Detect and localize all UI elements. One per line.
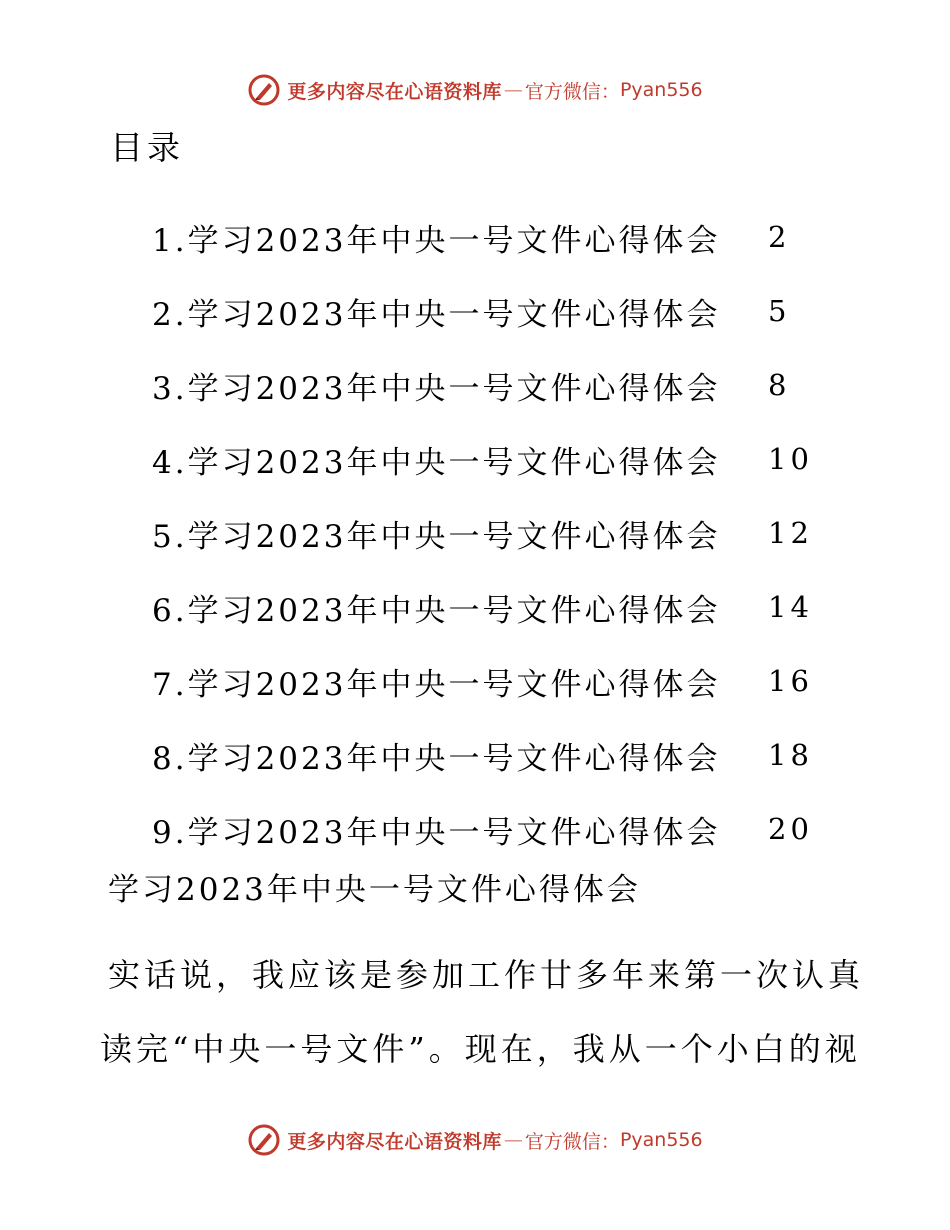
article-title: 学习2023年中央一号文件心得体会 bbox=[108, 872, 641, 908]
toc-item[interactable] bbox=[152, 644, 812, 718]
watermark-banner-bottom bbox=[0, 1120, 950, 1160]
toc-item-title: 2.学习2023年中央一号文件心得体会 bbox=[152, 296, 721, 333]
paragraph-line: 读完“中央一号文件”。现在，我从一个小白的视 bbox=[100, 1030, 861, 1068]
toc-item-title: 6.学习2023年中央一号文件心得体会 bbox=[152, 592, 721, 629]
wechat-label: 官方微信： bbox=[524, 80, 620, 103]
toc-item-page: 8 bbox=[768, 368, 791, 402]
wechat-id: Pyan556 bbox=[619, 1129, 703, 1151]
toc-item[interactable] bbox=[152, 274, 812, 348]
wechat-label: 官方微信： bbox=[524, 1130, 620, 1153]
toc-item-page: 16 bbox=[768, 664, 813, 698]
watermark-text: 更多内容尽在心语资料库 bbox=[287, 80, 502, 103]
toc-item-title: 7.学习2023年中央一号文件心得体会 bbox=[152, 666, 721, 703]
toc-item-page: 14 bbox=[768, 590, 813, 624]
watermark-separator: — bbox=[503, 79, 523, 101]
paragraph-line: 实话说，我应该是参加工作廿多年来第一次认真 bbox=[108, 956, 865, 994]
toc-heading: 目录 bbox=[110, 128, 184, 167]
watermark-text: 更多内容尽在心语资料库 bbox=[287, 1130, 502, 1153]
wechat-id: Pyan556 bbox=[619, 79, 703, 101]
toc-item[interactable] bbox=[152, 422, 812, 496]
toc-item[interactable] bbox=[152, 496, 812, 570]
toc-item-page: 20 bbox=[768, 812, 813, 846]
toc-item[interactable] bbox=[152, 200, 812, 274]
toc-item-page: 5 bbox=[768, 294, 791, 328]
toc-item-title: 5.学习2023年中央一号文件心得体会 bbox=[152, 518, 721, 555]
watermark-separator: — bbox=[503, 1129, 523, 1151]
toc-item-page: 18 bbox=[768, 738, 813, 772]
watermark-banner-top bbox=[0, 70, 950, 110]
toc-item[interactable] bbox=[152, 792, 812, 866]
toc-list bbox=[152, 200, 812, 866]
toc-item-page: 12 bbox=[768, 516, 813, 550]
toc-item-title: 3.学习2023年中央一号文件心得体会 bbox=[152, 370, 721, 407]
toc-item-page: 10 bbox=[768, 442, 813, 476]
toc-item[interactable] bbox=[152, 718, 812, 792]
pen-logo-icon bbox=[247, 1123, 281, 1157]
toc-item-title: 9.学习2023年中央一号文件心得体会 bbox=[152, 814, 721, 851]
toc-item-title: 4.学习2023年中央一号文件心得体会 bbox=[152, 444, 721, 481]
toc-item[interactable] bbox=[152, 570, 812, 644]
toc-item[interactable] bbox=[152, 348, 812, 422]
toc-item-title: 1.学习2023年中央一号文件心得体会 bbox=[152, 222, 721, 259]
toc-item-page: 2 bbox=[768, 220, 791, 254]
pen-logo-icon bbox=[247, 73, 281, 107]
article-paragraph bbox=[100, 938, 865, 1086]
toc-item-title: 8.学习2023年中央一号文件心得体会 bbox=[152, 740, 721, 777]
